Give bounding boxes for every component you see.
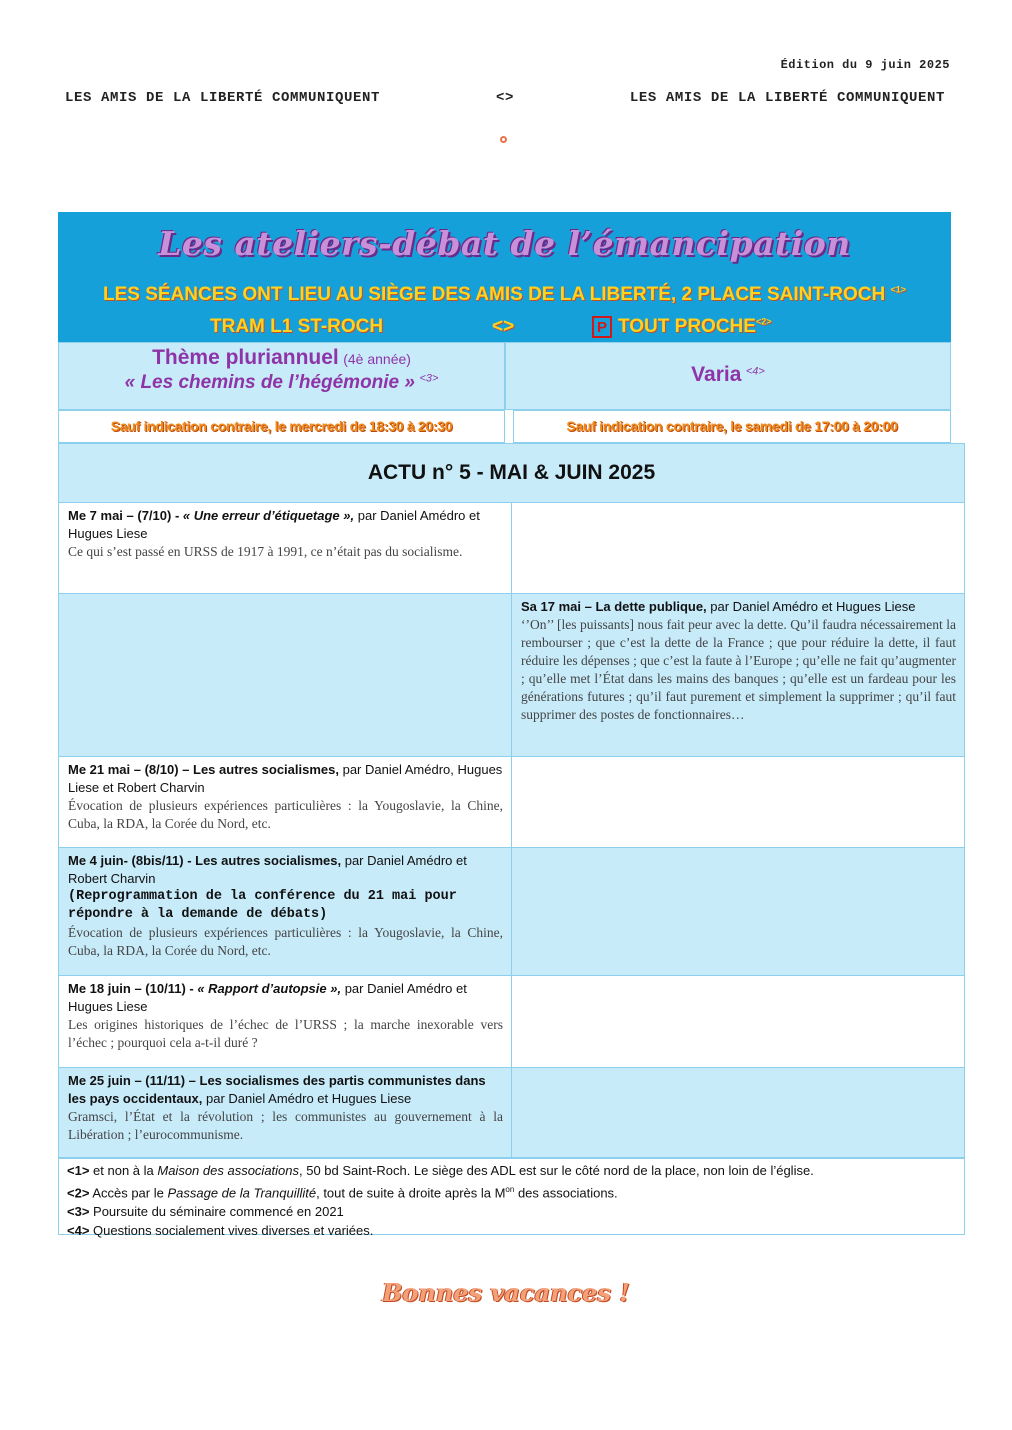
empty-cell xyxy=(59,594,512,756)
event-description: Ce qui s’est passé en URSS de 1917 à 1991, ce n’était pas du socialisme. xyxy=(68,544,463,559)
masthead-right: LES AMIS DE LA LIBERTÉ COMMUNIQUENT xyxy=(629,90,945,106)
table-row xyxy=(58,503,965,594)
empty-cell xyxy=(512,848,964,975)
event-heading: Me 18 juin – (10/11) - « Rapport d’autopsie », par Daniel Amédro et Hugues Liese xyxy=(68,981,467,1014)
edition-date: Édition du 9 juin 2025 xyxy=(780,58,950,72)
footnote-4: <4> Questions socialement vives diverses et variées. xyxy=(67,1223,374,1239)
table-row xyxy=(58,1068,965,1158)
empty-cell xyxy=(512,1068,964,1157)
footnotes xyxy=(58,1158,965,1239)
event-cell xyxy=(512,594,964,756)
varia-title: Varia xyxy=(691,363,742,386)
banner-location xyxy=(58,284,951,306)
banner-title: Les ateliers-débat de l’émancipation xyxy=(158,224,851,263)
event-description: Évocation de plusieurs expériences particulières : la Yougoslavie, la Chine, Cuba, la RDA, la Corée du Nord, etc. xyxy=(68,798,503,831)
masthead xyxy=(65,90,945,106)
event-note: (Reprogrammation de la conférence du 21 mai pour répondre à la demande de débats) xyxy=(68,889,457,922)
closing-message: Bonnes vacances ! xyxy=(382,1278,630,1307)
theme-subtitle: « Les chemins de l’hégémonie » xyxy=(124,372,415,393)
masthead-left: LES AMIS DE LA LIBERTÉ COMMUNIQUENT xyxy=(65,90,381,106)
banner xyxy=(58,212,951,342)
event-description: ‘’On’’ [les puissants] nous fait peur avec la dette. Qu’il faudra nécessairement la rembourser ; que c’est la dette de la France ; que pour réduire la dette, il faut réduire les dépenses ; que c’est la faute à l’Europe ; qu’elle ne fait qu’augmenter ; qu’elle met l’État dans les mains des banques ; qu’elle est un fardeau pour les générations futures ; qu’il faut purement et simplement la supprimer ; qu’il faut supprimer des postes de fonctionnaires… xyxy=(521,617,956,722)
footnote-ref-3: <3> xyxy=(419,372,439,385)
footnote-ref-2: <2> xyxy=(755,316,772,327)
banner-location-text: LES SÉANCES ONT LIEU AU SIÈGE DES AMIS DE LA LIBERTÉ, 2 PLACE SAINT-ROCH xyxy=(102,284,886,305)
event-cell xyxy=(59,976,512,1067)
footnote-2: <2> Accès par le Passage de la Tranquillité, tout de suite à droite après la $M^{on}$ des associations. xyxy=(67,1185,618,1201)
table-row xyxy=(58,976,965,1068)
event-heading: Sa 17 mai – La dette publique, par Daniel Amédro et Hugues Liese xyxy=(521,599,916,614)
theme-pluriannuel-header xyxy=(58,342,505,410)
schedule-saturday: Sauf indication contraire, le samedi de 17:00 à 20:00 xyxy=(513,410,951,443)
theme-title: Thème pluriannuel xyxy=(152,346,339,369)
footnote-3: <3> Poursuite du séminaire commencé en 2021 xyxy=(67,1204,344,1220)
theme-year: (4è année) xyxy=(343,351,411,367)
masthead-separator: <> xyxy=(495,90,514,106)
event-cell xyxy=(59,1068,512,1157)
event-cell xyxy=(59,757,512,847)
event-cell xyxy=(59,503,512,593)
parking-info xyxy=(592,316,771,338)
event-description: Évocation de plusieurs expériences particulières : la Yougoslavie, la Chine, Cuba, la RDA, la Corée du Nord, etc. xyxy=(68,925,503,958)
parking-icon: P xyxy=(592,316,612,338)
footnote-1: <1> et non à la Maison des associations, 50 bd Saint-Roch. Le siège des ADL est sur le côté nord de la place, non loin de l’église. xyxy=(67,1163,814,1178)
table-row xyxy=(58,848,965,976)
parking-text: TOUT PROCHE xyxy=(618,316,756,338)
table-row xyxy=(58,757,965,848)
empty-cell xyxy=(512,503,964,593)
footnote-ref-4: <4> xyxy=(745,365,765,378)
footnote-ref-1: <1> xyxy=(890,284,907,295)
event-heading: Me 21 mai – (8/10) – Les autres socialismes, par Daniel Amédro, Hugues Liese et Robert Charvin xyxy=(68,762,503,795)
varia-header xyxy=(505,342,951,410)
table-row xyxy=(58,594,965,757)
actu-title: ACTU n° 5 - MAI & JUIN 2025 xyxy=(58,443,965,503)
empty-cell xyxy=(512,976,964,1067)
tram-info: TRAM L1 ST-ROCH xyxy=(210,316,384,337)
event-description: Gramsci, l’État et la révolution ; les communistes au gouvernement à la Libération ; l’eurocommunisme. xyxy=(68,1109,503,1142)
schedule-wednesday: Sauf indication contraire, le mercredi de 18:30 à 20:30 xyxy=(58,410,505,443)
event-heading: Me 7 mai – (7/10) - « Une erreur d’étiquetage », par Daniel Amédro et Hugues Liese xyxy=(68,508,480,541)
empty-cell xyxy=(512,757,964,847)
event-description: Les origines historiques de l’échec de l’URSS ; la marche inexorable vers l’échec ; pourquoi cela a-t-il duré ? xyxy=(68,1017,503,1050)
event-cell xyxy=(59,848,512,975)
event-heading: Me 4 juin- (8bis/11) - Les autres socialismes, par Daniel Amédro et Robert Charvin xyxy=(68,853,467,886)
bullet-circle-icon xyxy=(500,136,507,143)
transport-separator: <> xyxy=(492,316,515,337)
event-heading: Me 25 juin – (11/11) – Les socialismes des partis communistes dans les pays occidentaux, par Daniel Amédro et Hugues Liese xyxy=(68,1073,486,1106)
